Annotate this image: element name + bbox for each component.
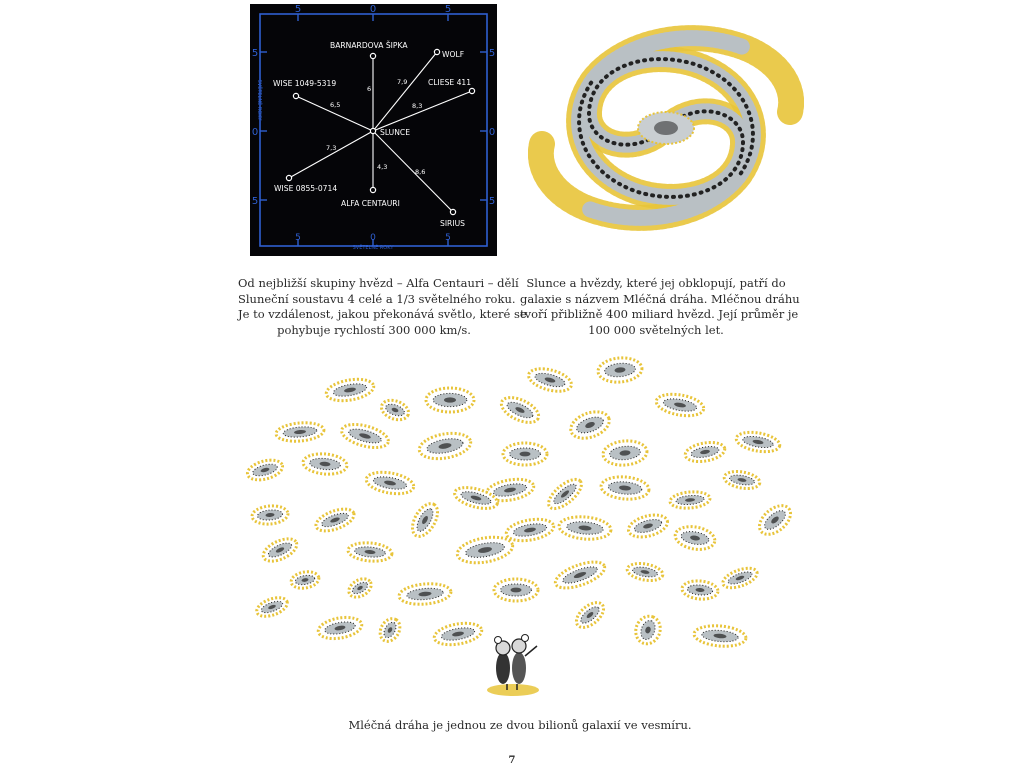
star-map-svg [250,4,497,256]
galaxy-icon [567,407,613,443]
caption-left-line: Od nejbližší skupiny hvězd – Alfa Centauri – dělí [238,276,519,290]
galaxy-icon [347,541,392,563]
galaxy-icon [455,533,514,566]
tick-left-top: 5 [251,48,259,59]
axis-label-left: SVĚTELNÉ ROKY [256,79,262,121]
galaxy-icon [602,439,648,467]
galaxy-icon [346,575,375,601]
galaxy-icon [251,504,288,525]
tick-right-center: 0 [488,127,496,138]
galaxy-icon [597,356,643,384]
axis-label-bottom: SVĚTELNÉ ROKY [352,245,394,251]
distance-gliese: 8,3 [412,102,423,110]
galaxy-icon [365,469,416,497]
tick-top-center: 0 [369,4,377,15]
tick-top-right: 5 [444,4,452,15]
galaxy-icon [684,440,727,465]
star-label-wolf: WOLF [442,50,465,59]
caption-right-line: Slunce a hvězdy, které jej obklopují, patří do [526,276,786,290]
galaxy-icon [754,500,796,540]
galaxy-icon [655,391,706,419]
galaxy-icon [626,561,664,583]
caption-left [238,276,527,338]
star-label-gliese: CLIESE 411 [428,78,472,87]
galaxy-icon [433,620,484,648]
galaxy-icon [600,475,650,501]
galaxy-icon [681,579,718,600]
galaxy-icon [254,594,290,620]
star-label-sun: SLUNCE [380,128,411,137]
galaxy-field-svg [240,350,800,720]
page-number: 7 [508,755,516,766]
galaxy-icon [379,397,411,423]
star-label-sirius: SIRIUS [440,219,465,228]
star-label-barnard: BARNARDOVA ŠIPKA [330,41,408,50]
caption-bottom: Mléčná dráha je jednou ze dvou bilionů galaxií ve vesmíru. [348,718,692,732]
galaxy-icon [503,443,547,465]
galaxy-icon [426,388,474,412]
galaxy-icon [245,457,284,484]
star-label-alpha-centauri: ALFA CENTAURI [341,199,400,208]
galaxy-icon [626,511,670,541]
tick-bottom-right: 5 [445,233,451,243]
galaxy-icon [339,420,391,452]
star-label-wise0855: WISE 0855-0714 [274,184,338,193]
caption-right-line: 100 000 světelných let. [588,322,724,337]
galaxy-icon [325,376,376,404]
galaxy-icon [290,570,320,591]
galaxy-icon [693,624,747,648]
caption-right [520,276,800,338]
tick-left-bottom: 5 [251,196,259,207]
caption-right-line: tvoří přibližně 400 miliard hvězd. Její průměr je [520,307,799,321]
galaxy-icon [398,582,452,606]
galaxy-icon [572,598,608,632]
galaxy-icon [317,614,364,641]
spiral-galaxy-svg [528,2,804,254]
tick-left-center: 0 [251,127,259,138]
galaxy-icon [558,515,612,541]
two-mice-looking-up-illustration [487,635,539,697]
galaxy-icon [498,392,543,427]
galaxy-icon [505,516,556,544]
galaxy-icon [632,613,664,648]
galaxy-field-illustration [240,350,800,720]
tick-bottom-left: 5 [295,233,301,243]
tick-right-top: 5 [488,48,496,59]
galaxy-icon [260,534,300,566]
galaxy-icon [275,421,324,443]
spiral-galaxy-illustration [528,2,804,254]
galaxy-icon [417,430,472,463]
galaxy-icon [735,429,781,454]
star-distance-map [250,4,497,256]
tick-top-left: 5 [294,4,302,15]
galaxy-icon [376,615,404,645]
galaxy-icon [526,365,574,396]
tick-bottom-center: 0 [370,233,376,243]
caption-left-line: pohybuje rychlostí 300 000 km/s. [277,322,471,337]
galaxy-icon [494,579,538,601]
galaxy-icon [544,474,586,514]
galaxy-icon [302,452,348,476]
caption-right-line: galaxie s názvem Mléčná dráha. Mléčnou dráhu [520,291,800,306]
distance-wolf: 7,9 [397,78,408,86]
galaxy-icon [407,499,442,540]
tick-right-bottom: 5 [488,196,496,207]
star-label-wise1049: WISE 1049-5319 [273,79,337,88]
distance-alpha-centauri: 4,3 [377,163,388,171]
distance-wise0855: 7,3 [326,144,337,152]
galaxy-icon [313,505,357,536]
galaxy-icon [669,490,710,509]
caption-left-line: Je to vzdálenost, jakou překonává světlo, které se [238,307,527,321]
caption-left-line: Sluneční soustavu 4 celé a 1/3 světelného roku. [238,291,516,306]
galaxy-icon [723,469,761,491]
galaxy-icon [673,524,716,553]
galaxy-icon [720,564,759,591]
distance-wise1049: 6,5 [330,101,341,109]
galaxy-icon [552,557,608,594]
distance-barnard: 6 [367,85,372,93]
distance-sirius: 8,6 [415,168,426,176]
